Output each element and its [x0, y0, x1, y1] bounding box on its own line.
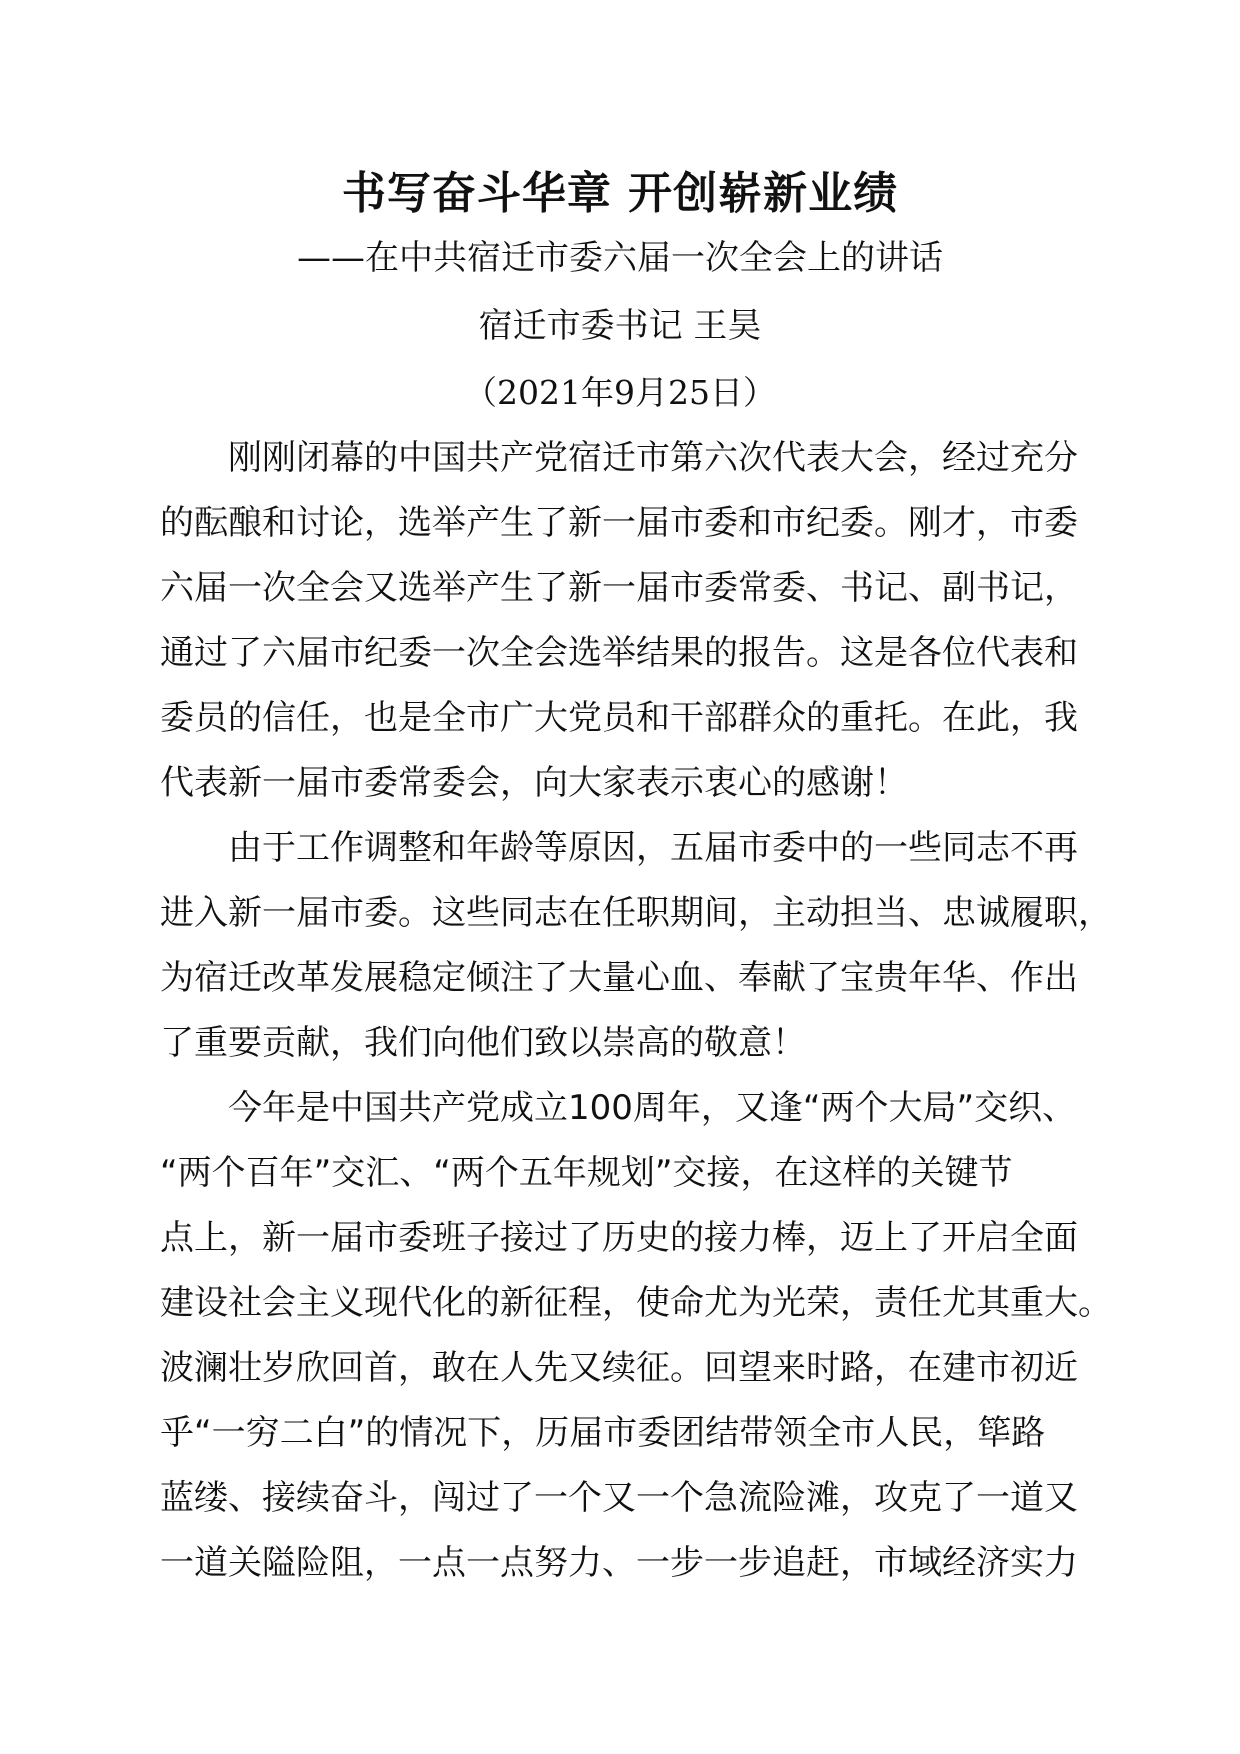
paragraph-line: 的酝酿和讨论，选举产生了新一届市委和市纪委。刚才，市委 [160, 503, 1078, 543]
paragraph-line: 刚刚闭幕的中国共产党宿迁市第六次代表大会，经过充分 [228, 438, 1078, 478]
paragraph-line: 委员的信任，也是全市广大党员和干部群众的重托。在此，我 [160, 698, 1078, 738]
paragraph-line: 点上，新一届市委班子接过了历史的接力棒，迈上了开启全面 [160, 1218, 1078, 1258]
document-subtitle: ——在中共宿迁市委六届一次全会上的讲话 [297, 238, 943, 278]
document-author: 宿迁市委书记 王昊 [478, 306, 762, 346]
paragraph-1 [160, 426, 1120, 816]
paragraph-line: 通过了六届市纪委一次全会选举结果的报告。这是各位代表和 [160, 633, 1078, 673]
paragraph-line: 为宿迁改革发展稳定倾注了大量心血、奉献了宝贵年华、作出 [160, 958, 1078, 998]
paragraph-3 [160, 1076, 1120, 1596]
paragraph-line: 了重要贡献，我们向他们致以崇高的敬意！ [160, 1023, 806, 1063]
paragraph-2 [160, 816, 1120, 1076]
paragraph-line: 代表新一届市委常委会，向大家表示衷心的感谢！ [160, 763, 908, 803]
paragraph-line: 一道关隘险阻，一点一点努力、一步一步追赶，市域经济实力 [160, 1543, 1078, 1583]
paragraph-line: 波澜壮岁欣回首，敢在人先又续征。回望来时路，在建市初近 [160, 1348, 1078, 1388]
paragraph-line: 乎“一穷二白”的情况下，历届市委团结带领全市人民，筚路 [160, 1413, 1046, 1453]
paragraph-line: 六届一次全会又选举产生了新一届市委常委、书记、副书记， [160, 568, 1078, 608]
document-body [160, 426, 1120, 1596]
document-date: （2021年9月25日） [464, 373, 776, 412]
paragraph-line: 今年是中国共产党成立100周年，又逢“两个大局”交织、 [228, 1088, 1077, 1128]
paragraph-line: 蓝缕、接续奋斗，闯过了一个又一个急流险滩，攻克了一道又 [160, 1478, 1078, 1518]
document-title: 书写奋斗华章 开创崭新业绩 [341, 168, 899, 219]
paragraph-line: 建设社会主义现代化的新征程，使命尤为光荣，责任尤其重大。 [160, 1283, 1112, 1323]
paragraph-line: 进入新一届市委。这些同志在任职期间，主动担当、忠诚履职， [160, 893, 1112, 933]
paragraph-line: “两个百年”交汇、“两个五年规划”交接，在这样的关键节 [160, 1153, 1013, 1193]
paragraph-line: 由于工作调整和年龄等原因，五届市委中的一些同志不再 [228, 828, 1078, 868]
